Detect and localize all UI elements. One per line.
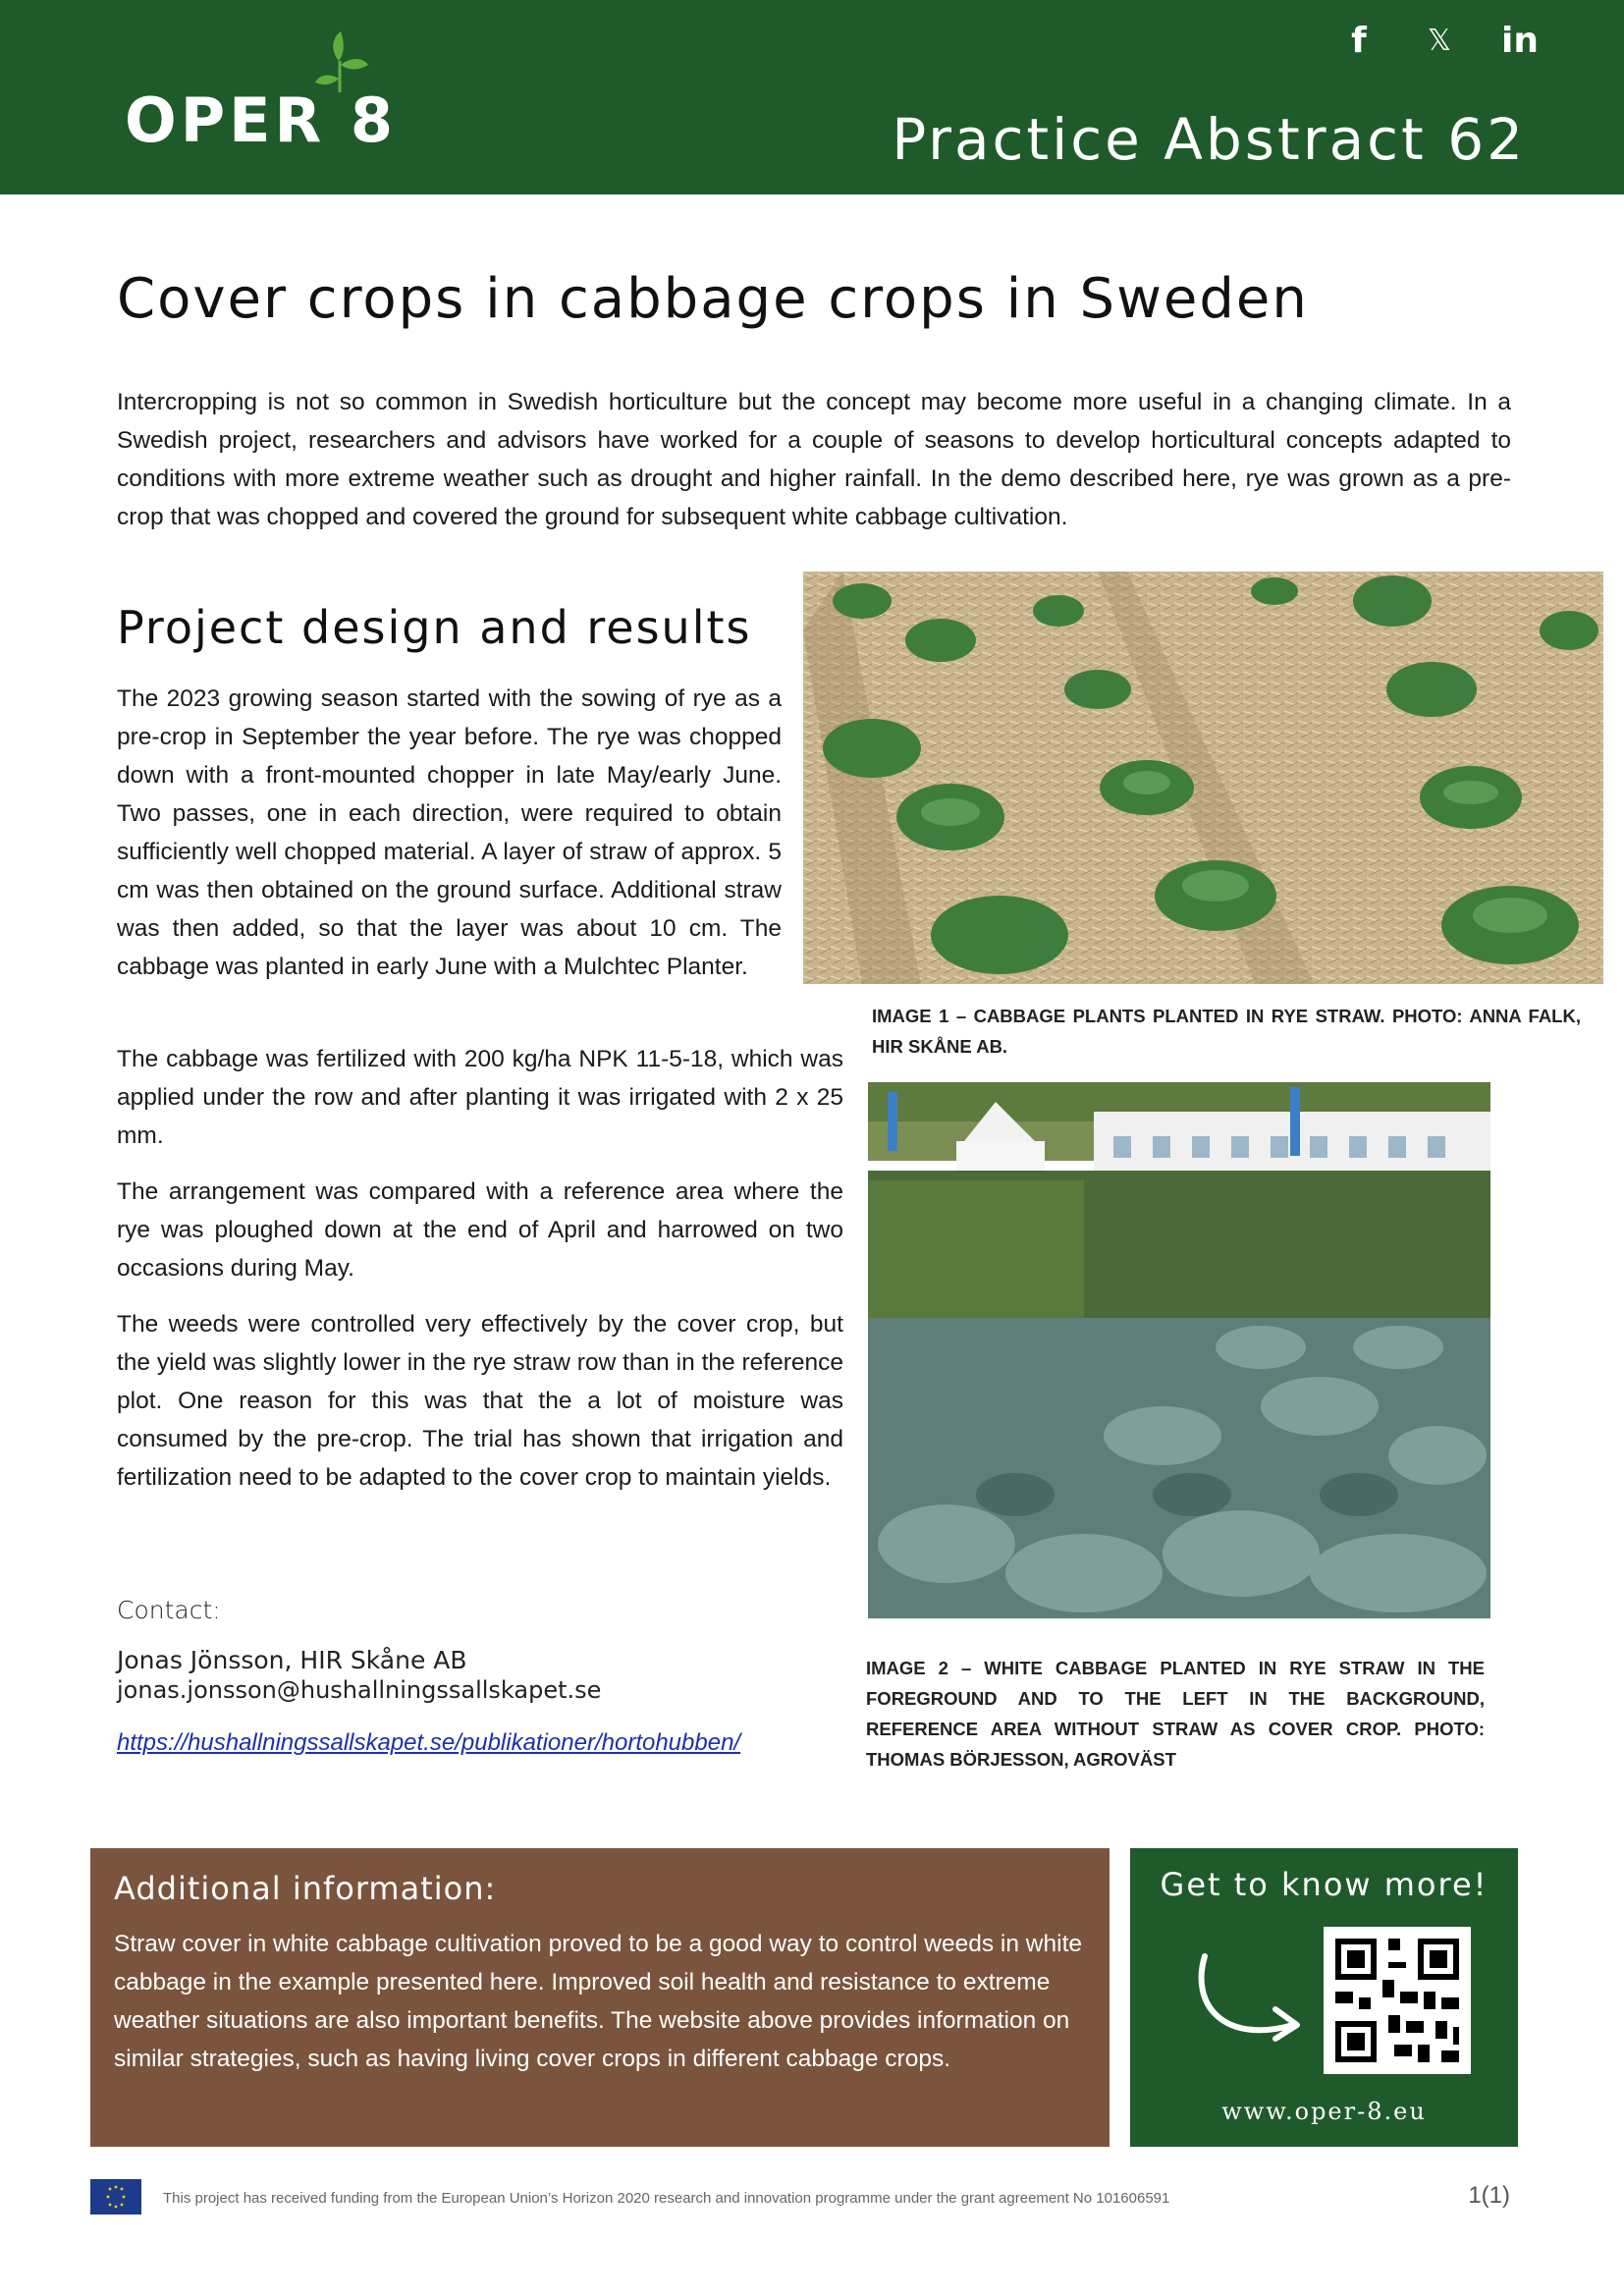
oper8-logo[interactable] bbox=[123, 22, 407, 149]
image-cabbage-rye-straw bbox=[803, 572, 1603, 984]
additional-info-title: Additional information: bbox=[114, 1870, 497, 1907]
funding-statement: This project has received funding from the European Union’s Horizon 2020 research and innovation programme under the grant agreement No 101606591 bbox=[163, 2190, 1170, 2207]
image-2-caption: IMAGE 2 – WHITE CABBAGE PLANTED IN RYE STRAW IN THE FOREGROUND AND TO THE LEFT IN THE BACKGROUND, REFERENCE AREA WITHOUT STRAW AS COVER CROP. PHOTO: THOMAS BÖRJESSON, AGROVÄST bbox=[866, 1658, 1485, 1770]
qr-code-icon[interactable] bbox=[1324, 1927, 1471, 2074]
section-paragraph-3: The arrangement was compared with a reference area where the rye was ploughed down at the end of April and harrowed on two occasions during May. bbox=[117, 1178, 843, 1282]
contact-name: Jonas Jönsson, HIR Skåne AB bbox=[117, 1646, 467, 1674]
know-more-title: Get to know more! bbox=[1160, 1866, 1489, 1903]
website-url[interactable]: www.oper-8.eu bbox=[1221, 2098, 1427, 2125]
contact-block bbox=[117, 1596, 740, 1757]
image-white-cabbage-field bbox=[868, 1082, 1490, 1618]
social-links bbox=[1339, 22, 1540, 61]
practice-abstract-number: Practice Abstract 62 bbox=[892, 106, 1526, 173]
additional-info-box bbox=[90, 1848, 1110, 2147]
know-more-box bbox=[1130, 1848, 1518, 2147]
page-title: Cover crops in cabbage crops in Sweden bbox=[117, 267, 1309, 331]
page-number: 1(1) bbox=[1468, 2182, 1510, 2209]
facebook-icon[interactable]: f bbox=[1351, 21, 1367, 61]
intro-paragraph: Intercropping is not so common in Swedish horticulture but the concept may become more useful in a changing climate. In a Swedish project, researchers and advisors have worked for a couple of seasons to develop horticultural concepts adapted to conditions with more extreme weather such as drought and higher rainfall. In the demo described here, rye was grown as a pre-crop that was chopped and covered the ground for subsequent white cabbage cultivation. bbox=[117, 389, 1511, 530]
section-paragraph-1: The 2023 growing season started with the sowing of rye as a pre-crop in September the year before. The rye was chopped down with a front-mounted chopper in late May/early June. Two passes, one in each direction, were required to obtain sufficiently well chopped material. A layer of straw of approx. 5 cm was then obtained on the ground surface. Additional straw was then added, so that the layer was about 10 cm. The cabbage was planted in early June with a Mulchtec Planter. bbox=[117, 685, 782, 980]
section-paragraph-4: The weeds were controlled very effectively by the cover crop, but the yield was slightly lower in the rye straw row than in the reference plot. One reason for this was that the a lot of moisture was consumed by the pre-crop. The trial has shown that irrigation and fertilization need to be adapted to the cover crop to maintain yields. bbox=[117, 1311, 843, 1491]
contact-email[interactable]: jonas.jonsson@hushallningssallskapet.se bbox=[117, 1676, 602, 1704]
image-1-caption: IMAGE 1 – CABBAGE PLANTS PLANTED IN RYE STRAW. PHOTO: ANNA FALK, HIR SKÅNE AB. bbox=[872, 1006, 1581, 1057]
x-icon[interactable]: 𝕏 bbox=[1427, 24, 1452, 58]
header-banner bbox=[0, 0, 1624, 194]
section-paragraph-2: The cabbage was fertilized with 200 kg/ha NPK 11-5-18, which was applied under the row and after planting it was irrigated with 2 x 25 mm. bbox=[117, 1046, 843, 1149]
eu-flag-icon bbox=[90, 2179, 141, 2214]
curved-arrow-icon bbox=[1185, 1946, 1313, 2054]
section-title: Project design and results bbox=[117, 601, 752, 654]
linkedin-icon[interactable]: in bbox=[1501, 21, 1539, 61]
contact-heading: Contact: bbox=[117, 1596, 221, 1624]
hortohubben-link[interactable]: https://hushallningssallskapet.se/publikationer/hortohubben/ bbox=[117, 1729, 741, 1756]
logo-text: OPER 8 bbox=[125, 84, 397, 149]
additional-info-text: Straw cover in white cabbage cultivation proved to be a good way to control weeds in white cabbage in the example presented here. Improved soil health and resistance to extreme weather situations are also important benefits. The website above provides information on similar strategies, such as having living cover crops in different cabbage crops. bbox=[114, 1931, 1083, 2072]
